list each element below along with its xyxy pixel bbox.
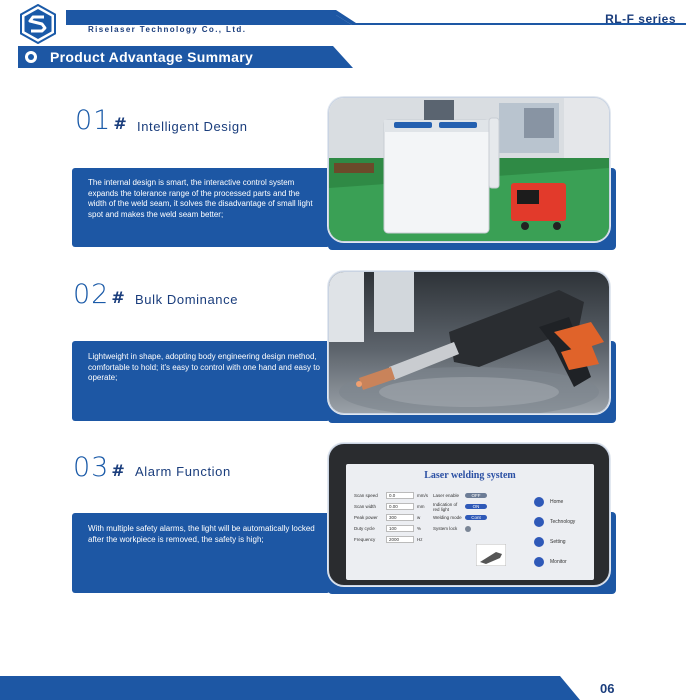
series-label: RL-F series <box>605 12 676 26</box>
monitor-icon <box>534 557 544 567</box>
company-name: Riselaser Technology Co., Ltd. <box>88 25 247 34</box>
screen-menu-technology[interactable]: Technology <box>534 512 592 532</box>
screen-row: Peak power 300 w Welding mode Cont <box>354 512 539 523</box>
welder-machine-photo <box>328 97 610 242</box>
section-title: Product Advantage Summary <box>50 49 254 65</box>
feature-number-02: 02 # <box>73 279 126 310</box>
screen-menu-monitor[interactable]: Monitor <box>534 552 592 572</box>
screen-menu-home[interactable]: Home <box>534 492 592 512</box>
feature-number-01: 01 # <box>75 105 128 136</box>
welding-gun-icon <box>476 544 506 566</box>
screen-menu <box>534 492 592 572</box>
setting-icon <box>534 537 544 547</box>
feature-title-03: Alarm Function <box>135 464 231 479</box>
lock-indicator-icon <box>465 526 471 532</box>
feature-title-01: Intelligent Design <box>137 119 248 134</box>
feature-description-01: The internal design is smart, the interactive control system expands the tolerance range of the processed parts and the width of the weld seam, it solves the disadvantage of small light spot and makes the weld seam better; <box>72 168 330 247</box>
screen-row: Scan width 0.00 mm Indication of red light ON <box>354 501 539 512</box>
home-icon <box>534 497 544 507</box>
feature-title-02: Bulk Dominance <box>135 292 239 307</box>
company-logo <box>18 4 58 44</box>
screen-row: Duty cycle 100 % System lock <box>354 523 539 534</box>
screen-row: Scan speed 0.0 mm/s Laser enable OFF <box>354 490 539 501</box>
feature-description-02: Lightweight in shape, adopting body engineering design method, comfortable to hold; it's easy to control with one hand and easy to operate; <box>72 341 330 421</box>
screen-row: Frequency 2000 Hz <box>354 537 423 542</box>
control-screen <box>346 464 594 580</box>
section-bullet-icon <box>25 51 37 63</box>
page-number: 06 <box>600 681 615 696</box>
screen-title: Laser welding system <box>424 470 516 481</box>
feature-description-03: With multiple safety alarms, the light will be automatically locked after the workpiece is removed, the safety is high; <box>72 513 330 593</box>
technology-icon <box>534 517 544 527</box>
screen-parameters <box>354 490 539 545</box>
welding-gun-photo <box>328 271 610 414</box>
screen-menu-setting[interactable]: Setting <box>534 532 592 552</box>
feature-number-03: 03 # <box>73 452 126 483</box>
control-screen-photo <box>328 443 610 586</box>
footer-bar <box>0 676 700 700</box>
